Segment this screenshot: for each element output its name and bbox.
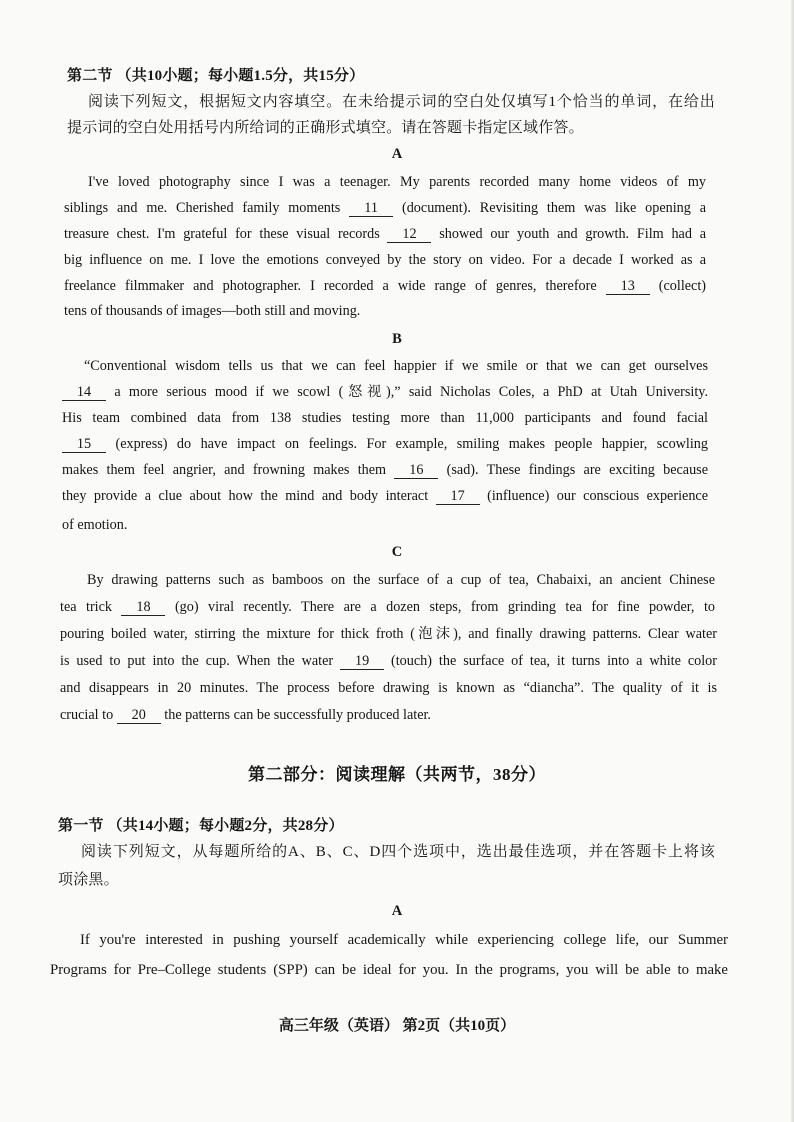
answer-blank[interactable]: 16 [394, 462, 438, 479]
passage-line [62, 486, 708, 506]
text: freelance filmmaker and photographer. I recorded a wide range of genres, therefore [64, 278, 597, 294]
passage-line [60, 597, 715, 617]
text: (influence) our conscious experience [487, 488, 709, 504]
text: tea trick [60, 599, 112, 615]
instruction-line: 提示词的空白处用括号内所给词的正确形式填空。请在答题卡指定区域作答。 [67, 120, 584, 136]
passage-line [62, 382, 708, 402]
answer-blank[interactable]: 12 [387, 226, 431, 243]
passage-line: tens of thousands of images—both still and moving. [64, 303, 361, 319]
text: (sad). These findings are exciting because [446, 462, 708, 478]
passage-line: big influence on me. I love the emotions conveyed by the story on video. For a decade I worked as a [64, 252, 706, 268]
passage-label: A [391, 146, 403, 162]
answer-blank[interactable]: 20 [117, 707, 161, 724]
text: (touch) the surface of tea, it turns into a white color [391, 653, 717, 669]
answer-blank[interactable]: 17 [436, 488, 480, 505]
page-footer: 高三年级（英语） 第2页（共10页） [278, 1018, 516, 1034]
text: showed our youth and growth. Film had a [439, 226, 706, 242]
passage-line [64, 198, 706, 218]
text: (express) do have impact on feelings. For example, smiling makes people happier, scowling [115, 436, 708, 452]
text: makes them feel angrier, and frowning makes them [62, 462, 387, 478]
passage-line: “Conventional wisdom tells us that we can feel happier if we smile or that we can get ourselves [84, 358, 708, 374]
passage-line: pouring boiled water, stirring the mixture for thick froth (泡沫), and finally drawing patterns. Clear water [60, 626, 717, 642]
passage-line [64, 224, 706, 244]
passage-line [62, 460, 708, 480]
passage-line: of emotion. [62, 517, 128, 533]
answer-blank[interactable]: 13 [606, 278, 650, 295]
passage-line: His team combined data from 138 studies testing more than 11,000 participants and found facial [62, 410, 708, 426]
answer-blank[interactable]: 19 [340, 653, 384, 670]
answer-blank[interactable]: 11 [349, 200, 393, 217]
part-title: 第二部分：阅读理解（共两节，38分） [248, 765, 546, 784]
passage-line [62, 434, 708, 454]
section-heading: 第二节 （共10小题；每小题1.5分，共15分） [67, 68, 365, 84]
section-heading: 第一节 （共14小题；每小题2分，共28分） [58, 818, 344, 834]
passage-line: If you're interested in pushing yourself academically while experiencing college life, our Summer [80, 932, 728, 948]
passage-label: C [391, 544, 403, 560]
text: is used to put into the cup. When the water [60, 653, 334, 669]
text: siblings and me. Cherished family moments [64, 200, 341, 216]
answer-blank[interactable]: 14 [62, 384, 106, 401]
passage-label: B [392, 331, 402, 347]
passage-label: A [391, 903, 403, 919]
passage-line: Programs for Pre–College students (SPP) can be ideal for you. In the programs, you will be able to make [50, 962, 728, 978]
text: the patterns can be successfully produced later. [164, 707, 431, 723]
instruction-line: 项涂黑。 [58, 872, 119, 888]
text: (document). Revisiting them was like opening a [401, 200, 707, 216]
text: (collect) [658, 278, 707, 294]
passage-line [60, 705, 431, 725]
answer-blank[interactable]: 18 [121, 599, 165, 616]
answer-blank[interactable]: 15 [62, 436, 106, 453]
passage-line [60, 651, 717, 671]
text: a more serious mood if we scowl (怒视),” said Nicholas Coles, a PhD at Utah University. [114, 384, 709, 400]
text: they provide a clue about how the mind and body interact [62, 488, 429, 504]
page-edge-shadow [790, 0, 794, 1122]
instruction-line: 阅读下列短文，根据短文内容填空。在未给提示词的空白处仅填写1个恰当的单词，在给出 [88, 94, 715, 110]
passage-line: I've loved photography since I was a teenager. My parents recorded many home videos of my [88, 174, 706, 190]
passage-line: and disappears in 20 minutes. The process before drawing is known as “diancha”. The quality of it is [60, 680, 717, 696]
passage-line [64, 276, 706, 296]
passage-line: By drawing patterns such as bamboos on the surface of a cup of tea, Chabaixi, an ancient Chinese [87, 572, 715, 588]
text: (go) viral recently. There are a dozen steps, from grinding tea for fine powder, to [174, 599, 715, 615]
instruction-line: 阅读下列短文，从每题所给的A、B、C、D四个选项中，选出最佳选项，并在答题卡上将该 [81, 844, 715, 860]
text: crucial to [60, 707, 114, 723]
text: treasure chest. I'm grateful for these visual records [64, 226, 380, 242]
